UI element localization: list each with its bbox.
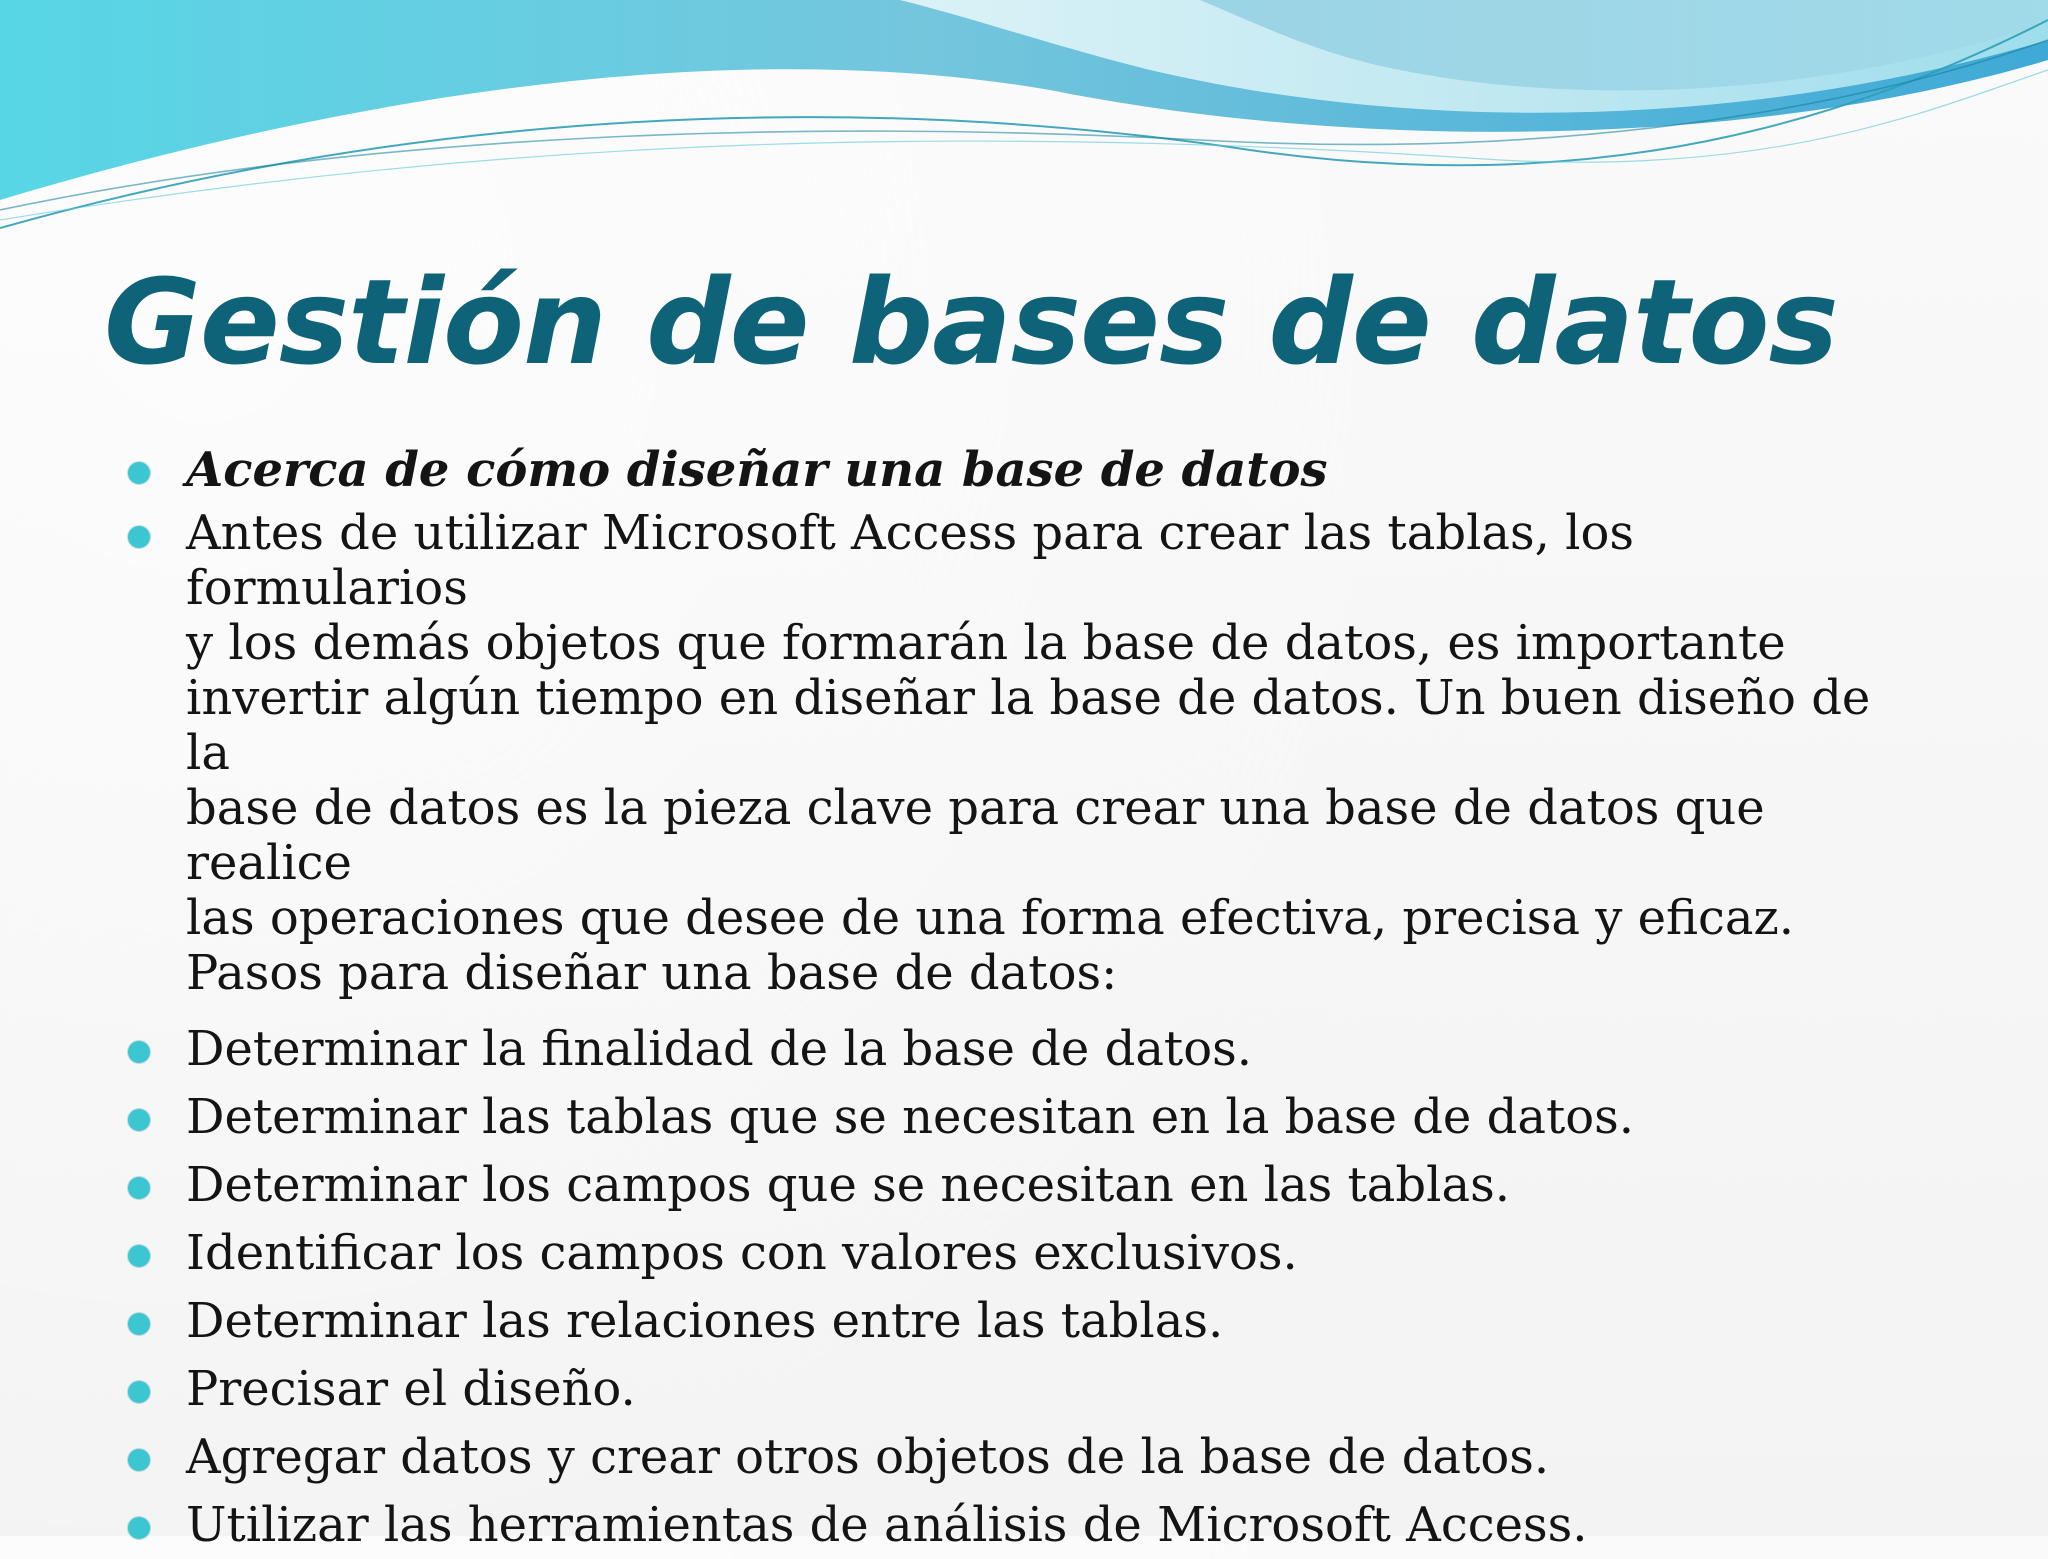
step-text: Agregar datos y crear otros objetos de la base de datos. [186, 1429, 1550, 1485]
bullet-dot-icon [128, 1245, 150, 1267]
step-text: Utilizar las herramientas de análisis de Microsoft Access. [186, 1497, 1588, 1553]
list-item-step [128, 1491, 1928, 1559]
bullet-dot-icon [128, 462, 150, 484]
intro-line: y los demás objetos que formarán la base de datos, es importante [186, 615, 1786, 671]
list-item-step [128, 1287, 1928, 1355]
slide-title: Gestión de bases de datos [104, 253, 1838, 391]
step-text: Identificar los campos con valores exclusivos. [186, 1225, 1298, 1281]
list-item-step [128, 1423, 1928, 1491]
subtitle-text: Acerca de cómo diseñar una base de datos [186, 442, 1328, 498]
step-text: Determinar las relaciones entre las tablas. [186, 1293, 1224, 1349]
step-text: Determinar las tablas que se necesitan en la base de datos. [186, 1089, 1635, 1145]
list-item-step [128, 1355, 1928, 1423]
intro-line: invertir algún tiempo en diseñar la base de datos. Un buen diseño de la [186, 670, 1871, 781]
bullet-dot-icon [128, 1041, 150, 1063]
bullet-dot-icon [128, 1381, 150, 1403]
bullet-list [128, 436, 1928, 1559]
step-text: Precisar el diseño. [186, 1361, 636, 1417]
list-item-step [128, 1015, 1928, 1083]
list-item-subtitle [128, 436, 1928, 504]
intro-paragraph [186, 506, 1928, 1001]
bullet-dot-icon [128, 1177, 150, 1199]
wave-header-decoration [0, 0, 2048, 240]
bullet-dot-icon [128, 1109, 150, 1131]
list-item-step [128, 1083, 1928, 1151]
bullet-dot-icon [128, 526, 150, 548]
bullet-dot-icon [128, 1313, 150, 1335]
step-text: Determinar la finalidad de la base de datos. [186, 1021, 1253, 1077]
intro-line: Antes de utilizar Microsoft Access para crear las tablas, los formularios [186, 505, 1635, 616]
list-item-intro [128, 506, 1928, 1001]
step-text: Determinar los campos que se necesitan en las tablas. [186, 1157, 1511, 1213]
list-item-step [128, 1151, 1928, 1219]
intro-line: las operaciones que desee de una forma efectiva, precisa y eficaz. [186, 890, 1795, 946]
bullet-dot-icon [128, 1449, 150, 1471]
list-item-step [128, 1219, 1928, 1287]
intro-line: base de datos es la pieza clave para crear una base de datos que realice [186, 780, 1765, 891]
intro-line: Pasos para diseñar una base de datos: [186, 945, 1118, 1001]
